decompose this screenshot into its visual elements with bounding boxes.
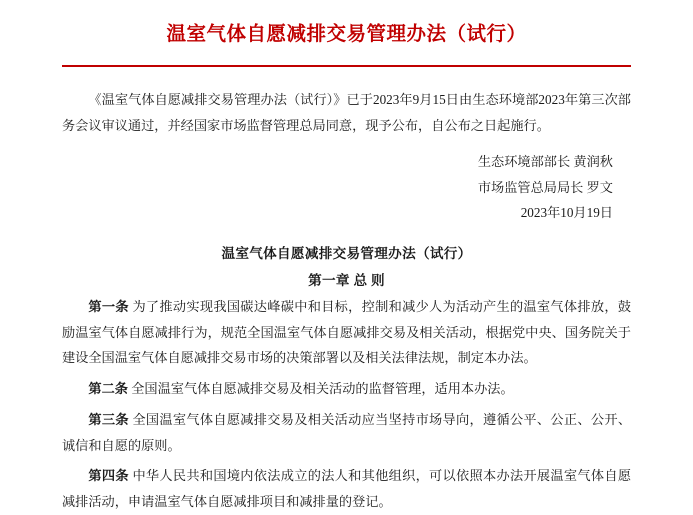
article-3-text: 全国温室气体自愿减排交易及相关活动应当坚持市场导向，遵循公平、公正、公开、诚信和自愿的原则。 — [62, 411, 632, 453]
article-1-label: 第一条 — [88, 299, 129, 315]
intro-paragraph: 《温室气体自愿减排交易管理办法（试行）》已于2023年9月15日由生态环境部2023年第三次部务会议审议通过，并经国家市场监督管理总局同意，现予公布，自公布之日起施行。 — [62, 92, 631, 134]
article-4 — [62, 463, 631, 514]
article-2-label: 第二条 — [88, 381, 128, 397]
article-1 — [62, 294, 631, 371]
signature-date: 2023年10月19日 — [520, 205, 613, 221]
signature-line-2: 市场监管总局局长 罗文 — [477, 179, 613, 195]
signature-block — [62, 149, 631, 226]
regulation-title: 温室气体自愿减排交易管理办法（试行） — [221, 246, 472, 262]
article-2 — [62, 376, 631, 402]
article-1-text: 为了推动实现我国碳达峰碳中和目标，控制和减少人为活动产生的温室气体排放，鼓励温室气体自愿减排行为，规范全国温室气体自愿减排交易及相关活动，根据党中央、国务院关于建设全国温室气体自愿减排交易市场的决策部署以及相关法律法规，制定本办法。 — [62, 299, 632, 366]
article-3 — [62, 407, 631, 458]
article-4-text: 中华人民共和国境内依法成立的法人和其他组织，可以依照本办法开展温室气体自愿减排活动，申请温室气体自愿减排项目和减排量的登记。 — [62, 468, 632, 510]
title-divider — [62, 65, 631, 67]
article-2-text: 全国温室气体自愿减排交易及相关活动的监督管理，适用本办法。 — [131, 381, 514, 397]
article-3-label: 第三条 — [88, 411, 129, 427]
chapter-heading: 第一章 总 则 — [308, 273, 385, 289]
article-4-label: 第四条 — [88, 468, 129, 484]
page-title: 温室气体自愿减排交易管理办法（试行） — [166, 23, 527, 45]
signature-line-1: 生态环境部部长 黄润秋 — [477, 153, 613, 169]
